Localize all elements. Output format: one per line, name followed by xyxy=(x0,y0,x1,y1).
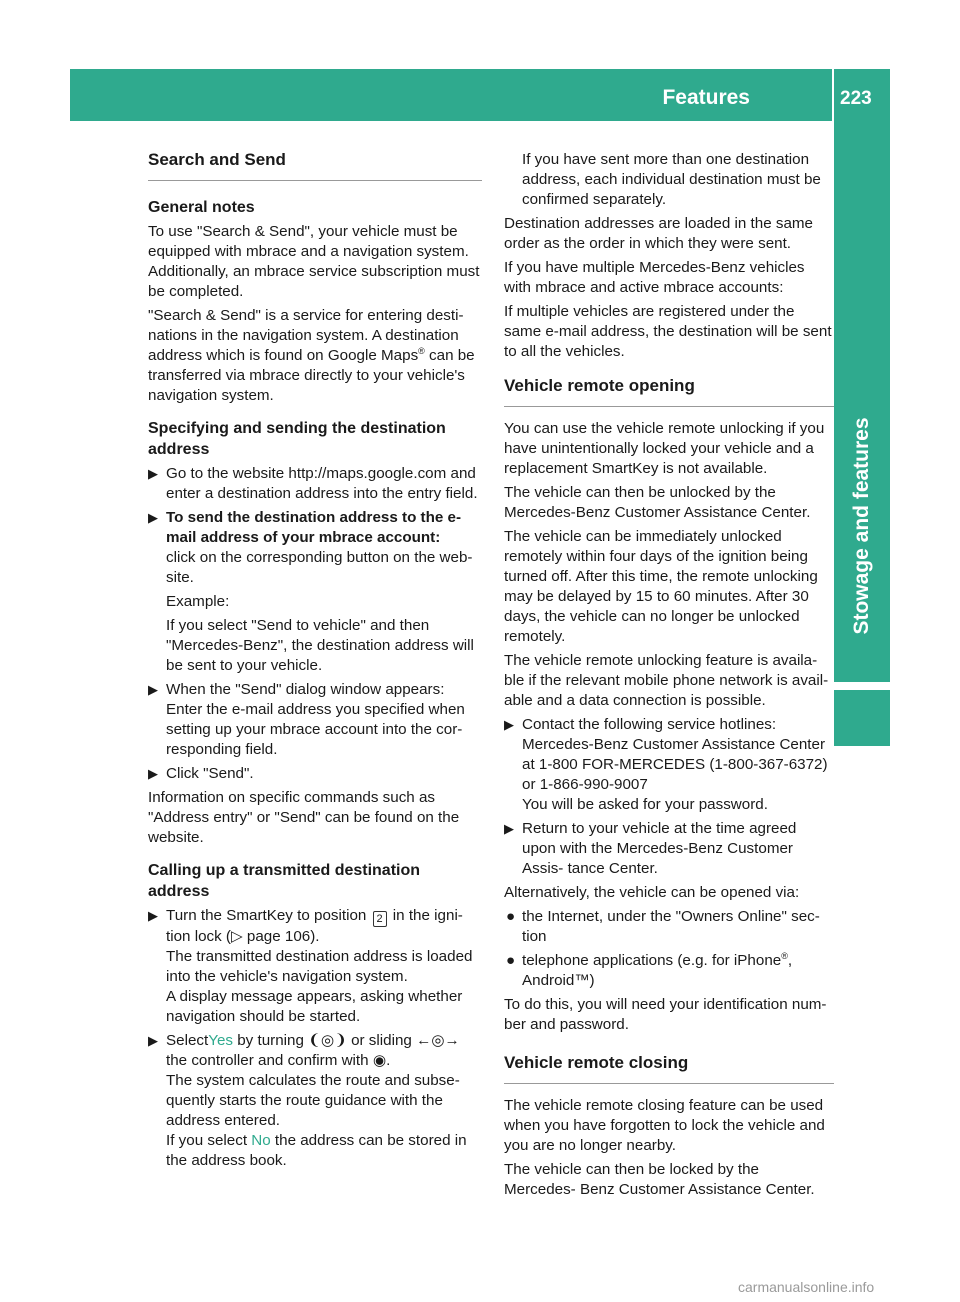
step-text: by turning xyxy=(233,1032,309,1049)
step-text: the controller and confirm with xyxy=(166,1052,373,1069)
step-arrow-icon: ▶ xyxy=(148,682,158,697)
multi-destination-text: If you have sent more than one destination address, each individual destination must be confirmed separately. xyxy=(522,151,821,208)
heading-specifying: Specifying and sending the destination address xyxy=(148,420,446,458)
section-title-remote-closing: Vehicle remote closing xyxy=(504,1053,834,1084)
bullet-dot-icon: ● xyxy=(506,908,516,925)
controller-turn-icon: ❨◎❩ xyxy=(308,1032,347,1049)
right-column xyxy=(504,150,834,1204)
closing-p2: The vehicle can then be locked by the Mercedes- Benz Customer Assistance Center. xyxy=(504,1161,815,1198)
registered-mark: ® xyxy=(781,950,788,961)
text-span: If you select xyxy=(166,1132,252,1149)
side-tab-block xyxy=(834,690,890,746)
opening-p1: You can use the vehicle remote unlocking if you have unintentionally locked your vehicle and a replacement SmartKey is not available. xyxy=(504,420,825,477)
page-ref-link[interactable]: page 106). xyxy=(242,928,320,945)
step-send-dialog xyxy=(148,680,482,700)
text-span: can be transferred via mbrace directly to your vehicle's navigation system. xyxy=(148,347,475,404)
example-label: Example: xyxy=(166,593,230,610)
bullet-dot-icon: ● xyxy=(506,952,516,969)
bullet-telephone-apps xyxy=(504,951,834,991)
general-notes-p1: To use "Search & Send", your vehicle must be equipped with mbrace and a navigation system. Additionally, an mbrace service subscription must be completed. xyxy=(148,223,480,300)
step-text: The transmitted destination address is loaded into the vehicle's navigation system. xyxy=(166,948,473,985)
general-notes-p2 xyxy=(148,306,482,406)
heading-calling-up: Calling up a transmitted destination address xyxy=(148,862,421,900)
section-title-search-send: Search and Send xyxy=(148,150,482,181)
header-bar xyxy=(70,69,890,121)
hotline-text: Mercedes-Benz Customer Assistance Center at 1-800 FOR-MERCEDES (1-800-367-6372) or 1-866-990-9007 xyxy=(522,736,828,793)
controller-press-icon: ◉ xyxy=(372,1052,387,1069)
example-text: If you select "Send to vehicle" and then "Mercedes-Benz", the destination address will be sent to your vehicle. xyxy=(166,617,474,674)
identification-text: To do this, you will need your identification num- ber and password. xyxy=(504,996,827,1033)
step-arrow-icon: ▶ xyxy=(148,466,158,481)
step-text: To send the destination address to the e- mail address of your mbrace account: xyxy=(166,509,462,546)
side-tab-label: Stowage and features xyxy=(850,416,873,635)
closing-p1: The vehicle remote closing feature can be used when you have forgotten to lock the vehicle and you are no longer nearby. xyxy=(504,1097,825,1154)
step-go-to-website xyxy=(148,464,482,504)
opening-p4: The vehicle remote unlocking feature is availa- ble if the relevant mobile phone network is avail- able and a data connection is possible. xyxy=(504,652,829,709)
bullet-text: telephone applications (e.g. for iPhone xyxy=(522,952,782,969)
select-no-text xyxy=(148,1131,482,1171)
heading-general-notes: General notes xyxy=(148,199,255,216)
step-turn-smartkey xyxy=(148,906,482,987)
step-return-to-vehicle xyxy=(504,819,834,879)
step-arrow-icon: ▶ xyxy=(148,908,158,923)
order-text: Destination addresses are loaded in the same order as the order in which they were sent. xyxy=(504,215,814,252)
step-arrow-icon: ▶ xyxy=(148,766,158,781)
no-option: No xyxy=(251,1132,271,1149)
step-text: in the igni- tion lock ( xyxy=(166,907,463,945)
watermark: carmanualsonline.info xyxy=(738,1279,875,1295)
yes-option: Yes xyxy=(208,1032,233,1049)
step-text: Return to your vehicle at the time agreed upon with the Mercedes-Benz Customer Assis- tance Center. xyxy=(522,820,797,877)
step-send-address-text: click on the corresponding button on the web- site. xyxy=(166,549,473,586)
step-arrow-icon: ▶ xyxy=(148,1033,158,1048)
controller-slide-icon: ←◎→ xyxy=(416,1032,460,1049)
step-arrow-icon: ▶ xyxy=(504,717,514,732)
registered-mark: ® xyxy=(418,345,425,356)
step-text: Click "Send". xyxy=(166,765,254,782)
registered-vehicles-text: If multiple vehicles are registered under the same e-mail address, the destination will be sent to all the vehicles. xyxy=(504,303,832,360)
key-position-2-icon: 2 xyxy=(373,911,387,927)
step-text: . xyxy=(386,1052,391,1069)
step-text: The system calculates the route and subse- quently starts the route guidance with the address entered. xyxy=(166,1072,460,1129)
text-span: the address can be stored in the address book. xyxy=(166,1132,467,1169)
side-tab-label-wrap xyxy=(834,121,890,682)
info-text: Information on specific commands such as "Address entry" or "Send" can be found on the website. xyxy=(148,789,460,846)
header-title: Features xyxy=(662,86,750,109)
step-send-address xyxy=(148,508,482,548)
step-click-send xyxy=(148,764,482,784)
bullet-internet xyxy=(504,907,834,947)
step-text: Contact the following service hotlines: xyxy=(522,716,777,733)
opening-p2: The vehicle can then be unlocked by the Mercedes-Benz Customer Assistance Center. xyxy=(504,484,811,521)
text-span: "Search & Send" is a service for entering desti- nations in the navigation system. A destination address which is found on Google Maps xyxy=(148,307,464,364)
page-ref-arrow-icon: ▷ xyxy=(231,928,243,945)
step-contact-hotlines xyxy=(504,715,834,735)
bullet-text: the Internet, under the "Owners Online" sec- tion xyxy=(522,908,820,945)
step-text: Turn the SmartKey to position xyxy=(166,907,371,924)
bullet-text: , Android™) xyxy=(522,952,793,989)
step-text: Go to the website http://maps.google.com and enter a destination address into the entry field. xyxy=(166,465,478,502)
step-send-dialog-text: Enter the e-mail address you specified when setting up your mbrace account into the cor- responding field. xyxy=(166,701,465,758)
step-text: or sliding xyxy=(346,1032,417,1049)
step-text: Select xyxy=(166,1032,209,1049)
step-select-yes xyxy=(148,1031,482,1131)
display-message-text: A display message appears, asking whether navigation should be started. xyxy=(166,988,463,1025)
password-text: You will be asked for your password. xyxy=(522,796,768,813)
header-separator xyxy=(832,69,834,121)
step-text: When the "Send" dialog window appears: xyxy=(166,681,445,698)
step-arrow-icon: ▶ xyxy=(148,510,158,525)
left-column xyxy=(148,150,482,1175)
section-title-remote-opening: Vehicle remote opening xyxy=(504,376,834,407)
alternatively-text: Alternatively, the vehicle can be opened via: xyxy=(504,884,800,901)
multiple-vehicles-text: If you have multiple Mercedes-Benz vehicles with mbrace and active mbrace accounts: xyxy=(504,259,805,296)
page-number: 223 xyxy=(840,88,872,109)
step-arrow-icon: ▶ xyxy=(504,821,514,836)
opening-p3: The vehicle can be immediately unlocked remotely within four days of the ignition being turned off. After this time, the remote unlocking may be delayed by 15 to 60 minutes. After 30 days, the vehicle can no longer be unlocked remotely. xyxy=(504,528,818,645)
